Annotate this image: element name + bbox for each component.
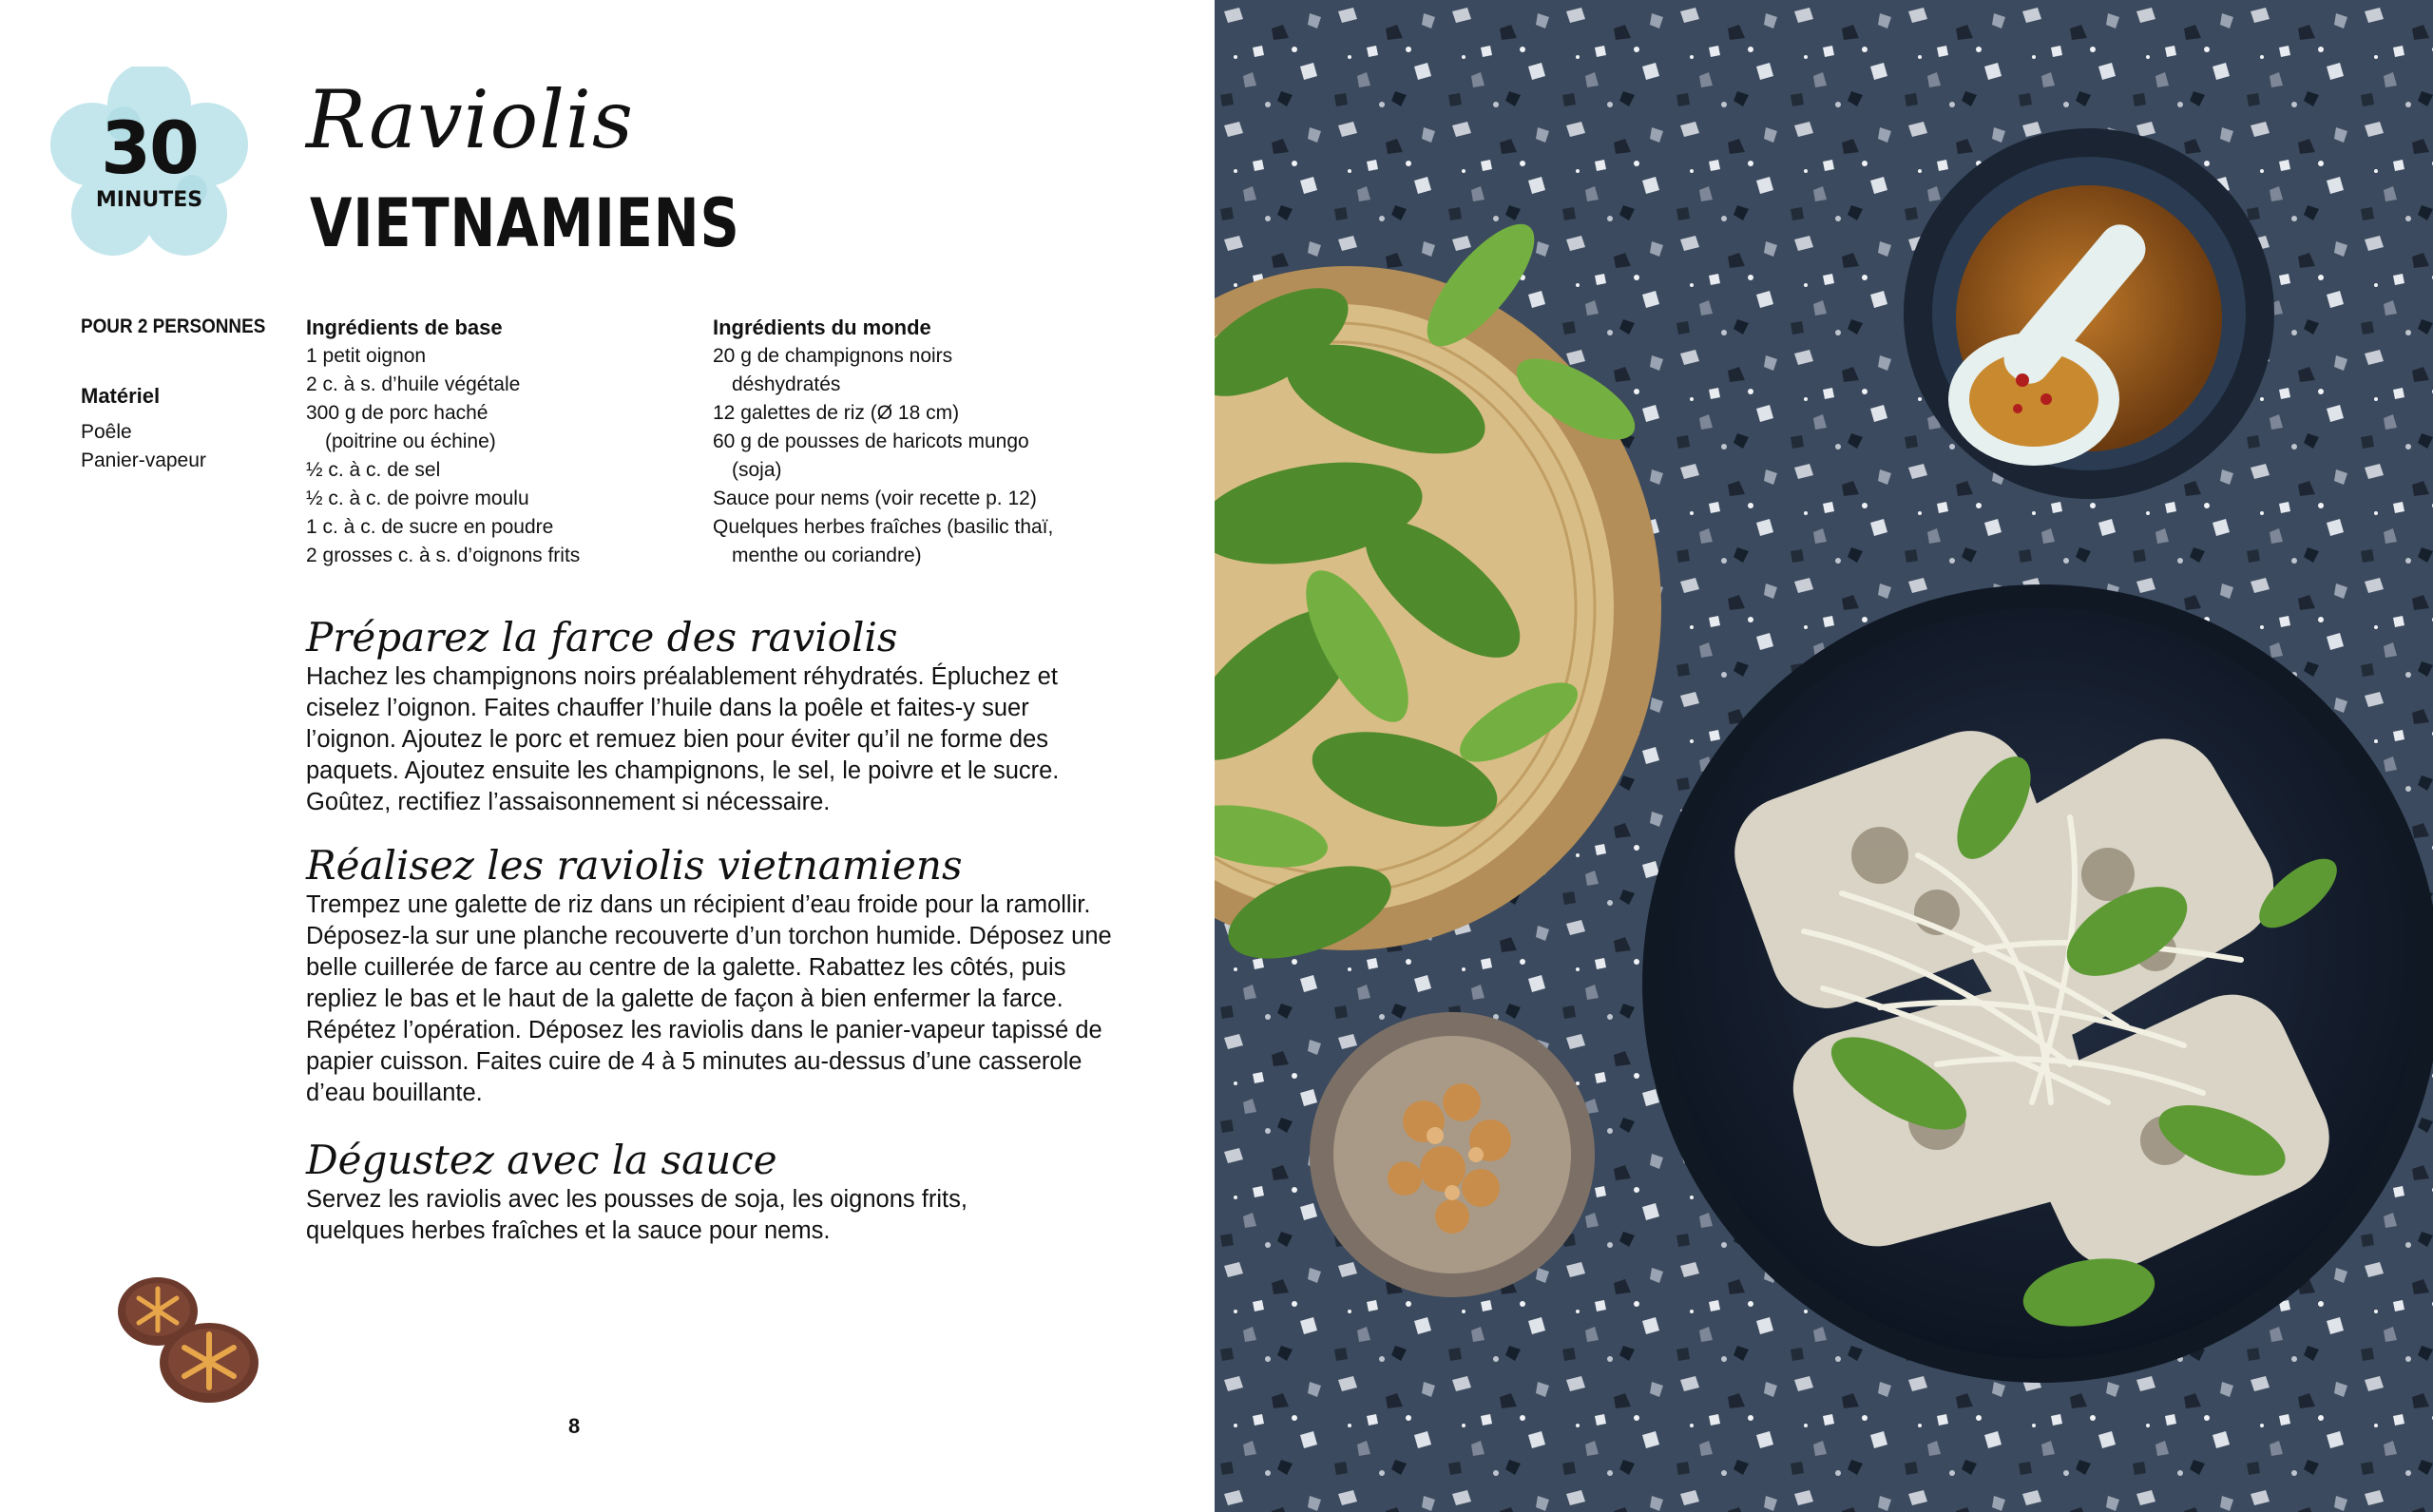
- materiel-title: Matériel: [81, 384, 161, 408]
- badge-unit: MINUTES: [95, 188, 203, 212]
- step-title: Réalisez les raviolis vietnamiens: [306, 842, 963, 889]
- servings-label: POUR 2 PERSONNES: [81, 316, 266, 337]
- materiel-item: Poêle: [81, 421, 132, 443]
- recipe-title-main: VIETNAMIENS: [310, 184, 740, 262]
- recipe-title-script: Raviolis: [306, 73, 634, 166]
- time-badge: [49, 67, 249, 266]
- step-2: [306, 842, 1114, 1109]
- ingredients-base-list: [306, 342, 667, 570]
- ingredient-item: 2 c. à s. d’huile végétale: [306, 373, 521, 395]
- step-1: [306, 614, 1114, 818]
- step-text: Trempez une galette de riz dans un récipient d’eau froide pour la ramollir. Déposez-la sur une planche recouverte d’un torchon humide. Déposez une belle cuillerée de farce au centre de la galette. Rabattez les côtés, puis repliez le bas et le haut de la galette de façon à bien enfermer la farce. Répétez l’opération. Déposez les raviolis dans le panier-vapeur tapissé de papier cuisson. Faites cuire de 4 à 5 minutes au-dessus d’une casserole d’eau bouillante.: [306, 891, 1112, 1106]
- step-title: Dégustez avec la sauce: [306, 1137, 777, 1183]
- step-text: Servez les raviolis avec les pousses de soja, les oignons frits, quelques herbes fraîches et la sauce pour nems.: [306, 1186, 967, 1244]
- ingredient-item: 20 g de champignons noirs déshydratés: [713, 345, 953, 395]
- ingredient-item: 300 g de porc haché (poitrine ou échine): [306, 402, 496, 452]
- shiitake-mushrooms-icon: [112, 1272, 264, 1405]
- materiel-item: Panier-vapeur: [81, 450, 206, 471]
- ingredients-monde-list: [713, 342, 1102, 570]
- ingredient-item: ½ c. à c. de poivre moulu: [306, 488, 529, 509]
- page-number: 8: [568, 1414, 581, 1438]
- badge-number: 30: [101, 105, 198, 190]
- ingredient-item: 1 c. à c. de sucre en poudre: [306, 516, 554, 538]
- step-text: Hachez les champignons noirs préalablement réhydratés. Épluchez et ciselez l’oignon. Faites chauffer l’huile dans la poêle et faites-y suer l’oignon. Ajoutez le porc et remuez bien pour éviter qu’il ne forme des paquets. Ajoutez ensuite les champignons, le sel, le poivre et le sucre. Goûtez, rectifiez l’assaisonnement si nécessaire.: [306, 663, 1060, 815]
- ingredients-base-title: Ingrédients de base: [306, 316, 503, 339]
- ingredient-item: 60 g de pousses de haricots mungo (soja): [713, 431, 1029, 481]
- step-title: Préparez la farce des raviolis: [306, 614, 898, 660]
- ingredients-monde-title: Ingrédients du monde: [713, 316, 931, 339]
- ingredient-item: 12 galettes de riz (Ø 18 cm): [713, 402, 960, 424]
- ingredient-item: Sauce pour nems (voir recette p. 12): [713, 488, 1037, 509]
- step-3: [306, 1137, 1114, 1247]
- ingredient-item: ½ c. à c. de sel: [306, 459, 441, 481]
- ingredient-item: Quelques herbes fraîches (basilic thaï, menthe ou coriandre): [713, 516, 1054, 566]
- ingredient-item: 2 grosses c. à s. d’oignons frits: [306, 545, 581, 566]
- materiel-list: [81, 418, 206, 475]
- right-page-photo: [1215, 0, 2433, 1512]
- ingredient-item: 1 petit oignon: [306, 345, 427, 367]
- left-page: [0, 0, 1215, 1512]
- food-photo-raviolis: [1215, 0, 2433, 1512]
- ingredients-monde: [713, 314, 1102, 570]
- ingredients-base: [306, 314, 667, 570]
